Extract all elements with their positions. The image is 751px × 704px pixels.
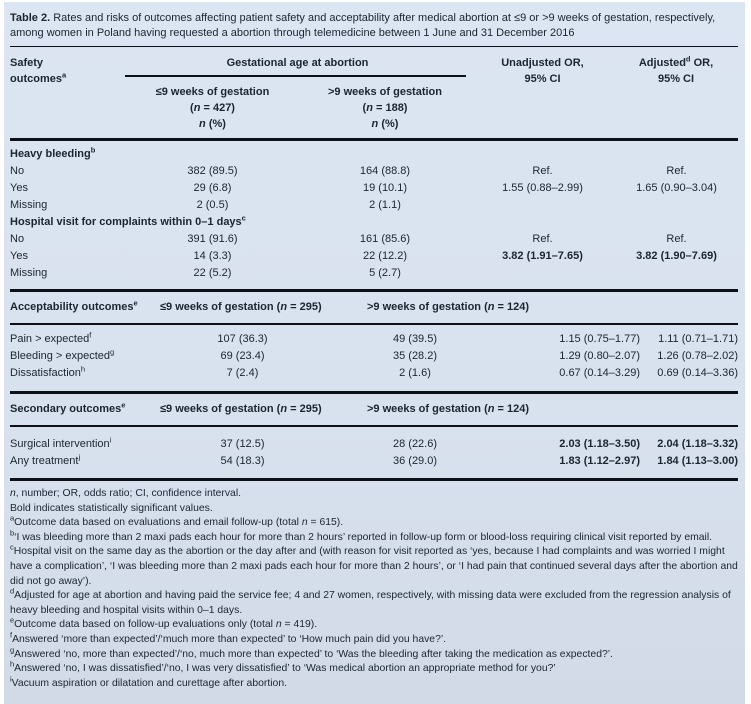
table-2-panel xyxy=(4,2,745,704)
header-gt9-line1: >9 weeks of gestation xyxy=(327,86,442,98)
secondary-outcomes-section xyxy=(10,427,738,478)
adjusted-or-value: 0.69 (0.14–3.36) xyxy=(657,367,738,379)
gt9-value: 2 (1.1) xyxy=(369,199,401,211)
header-le9-line1: ≤9 weeks of gestation xyxy=(155,86,270,98)
acceptability-gt9-header: >9 weeks of gestation (n = 124) xyxy=(367,301,530,313)
unadjusted-or-value: 0.67 (0.14–3.29) xyxy=(559,367,640,379)
divider xyxy=(125,75,466,77)
unadjusted-or-value: 3.82 (1.91–7.65) xyxy=(502,250,583,262)
adjusted-or-value: Ref. xyxy=(666,233,687,245)
unadjusted-or-value: 1.15 (0.75–1.77) xyxy=(559,333,640,345)
row-label: Any treatment$^j$ xyxy=(10,452,81,467)
header-gt9-n: (n = 188) xyxy=(362,102,408,114)
header-gt9-npct: n (%) xyxy=(371,118,399,130)
row-label: Pain > expected$^f$ xyxy=(10,330,92,345)
adjusted-or-value: 1.11 (0.71–1.71) xyxy=(658,333,738,345)
adjusted-or-value: 1.84 (1.13–3.00) xyxy=(657,455,738,467)
table-row xyxy=(10,231,738,248)
row-label: Dissatisfaction$^h$ xyxy=(10,364,86,379)
section-header-secondary xyxy=(10,394,738,425)
unadjusted-or-value: 1.55 (0.88–2.99) xyxy=(502,182,583,194)
adjusted-or-value: 1.26 (0.78–2.02) xyxy=(657,350,738,362)
le9-value: 29 (6.8) xyxy=(193,182,232,194)
footnote: $^i$Vacuum aspiration or dilatation and curettage after abortion. xyxy=(10,674,287,689)
row-group-heading: Hospital visit for complaints within 0–1 days$^c$ xyxy=(10,213,246,228)
gt9-value: 22 (12.2) xyxy=(362,250,408,262)
footnotes xyxy=(10,481,738,691)
footnote: $^e$Outcome data based on follow-up evaluations only (total n = 419). xyxy=(10,615,318,631)
row-label: Missing xyxy=(10,267,48,279)
footnote: $^g$Answered ‘no, more than expected’/‘no, much more than expected’ to ‘Was the bleeding after taking the medication as expected?’. xyxy=(10,645,613,660)
gt9-value: 49 (39.5) xyxy=(392,333,438,345)
row-label: Bleeding > expected$^g$ xyxy=(10,347,115,362)
header-adjusted-or-line2: 95% CI xyxy=(657,73,695,85)
row-label: Yes xyxy=(10,250,28,262)
le9-value: 14 (3.3) xyxy=(193,250,232,262)
header-le9-n: (n = 427) xyxy=(190,102,235,114)
unadjusted-or-value: 2.03 (1.18–3.50) xyxy=(559,438,640,450)
table-row xyxy=(10,365,738,382)
row-label: Surgical intervention$^i$ xyxy=(10,435,112,450)
header-gestational-age-group xyxy=(125,55,470,132)
footnote: n, number; OR, odds ratio; CI, confidence interval. xyxy=(10,488,242,499)
table-row xyxy=(10,197,738,214)
header-unadjusted-or-line1: Unadjusted OR, xyxy=(501,57,584,69)
secondary-gt9-header: >9 weeks of gestation (n = 124) xyxy=(367,403,530,415)
le9-value: 22 (5.2) xyxy=(193,267,232,279)
table-header xyxy=(10,47,738,132)
le9-value: 382 (89.5) xyxy=(187,165,238,177)
row-label: No xyxy=(10,233,25,245)
header-adjusted-or-line1: Adjusted$^d$ OR, xyxy=(638,54,714,69)
header-le9-npct: n (%) xyxy=(199,118,226,130)
table-row xyxy=(10,331,738,348)
adjusted-or-value xyxy=(615,265,738,282)
gt9-value: 36 (29.0) xyxy=(392,455,438,467)
table-row xyxy=(10,180,738,197)
adjusted-or-value: 2.04 (1.18–3.32) xyxy=(657,438,738,450)
table-row xyxy=(10,265,738,282)
unadjusted-or-value: Ref. xyxy=(532,165,553,177)
header-le9-weeks xyxy=(125,84,300,132)
footnote: $^h$Answered ‘no, I was dissatisfied’/‘no, I was very dissatisfied’ to ‘Was medical abortion an appropriate method for you?’ xyxy=(10,659,556,675)
section-header-acceptability xyxy=(10,292,738,323)
le9-value: 2 (0.5) xyxy=(196,199,229,211)
le9-value: 391 (91.6) xyxy=(187,233,238,245)
acceptability-label: Acceptability outcomes$^e$ xyxy=(10,298,138,313)
header-gestational-age-label: Gestational age at abortion xyxy=(226,57,369,69)
acceptability-outcomes-section xyxy=(10,325,738,391)
header-gt9-weeks xyxy=(300,84,470,132)
le9-value: 54 (18.3) xyxy=(220,455,265,467)
adjusted-or-value: 1.65 (0.90–3.04) xyxy=(636,182,717,194)
le9-value: 37 (12.5) xyxy=(220,438,265,450)
secondary-label: Secondary outcomes$^e$ xyxy=(10,400,126,415)
footnote: $^d$Adjusted for age at abortion and having paid the service fee; 4 and 27 women, respectively, with missing data were excluded from the regression analysis of heavy bleeding and hospital visits within 0–1 days. xyxy=(10,586,731,616)
unadjusted-or-value xyxy=(470,265,615,282)
gt9-value: 164 (88.8) xyxy=(359,165,411,177)
row-label: Yes xyxy=(10,182,28,194)
gt9-value: 5 (2.7) xyxy=(369,267,401,279)
header-adjusted-or xyxy=(615,55,737,132)
safety-outcomes-section xyxy=(10,141,738,289)
gt9-value: 19 (10.1) xyxy=(362,182,408,194)
gt9-value: 35 (28.2) xyxy=(392,350,438,362)
secondary-le9-header: ≤9 weeks of gestation (n = 295) xyxy=(160,403,322,415)
header-unadjusted-or-line2: 95% CI xyxy=(524,73,561,85)
row-group-heading: Heavy bleeding$^b$ xyxy=(10,145,96,160)
le9-value: 69 (23.4) xyxy=(220,350,265,362)
row-label: Missing xyxy=(10,199,48,211)
table-row xyxy=(10,348,738,365)
header-safety-outcomes: Safety outcomes$^a$ xyxy=(10,57,67,85)
table-row xyxy=(10,436,738,453)
adjusted-or-value: 3.82 (1.90–7.69) xyxy=(636,250,717,262)
gt9-value: 2 (1.6) xyxy=(399,367,431,379)
adjusted-or-value xyxy=(615,197,738,214)
adjusted-or-value: Ref. xyxy=(666,165,687,177)
footnote: $^b$‘I was bleeding more than 2 maxi pads each hour for more than 2 hours’ reported in follow-up form or blood-loss requiring clinical visit reported by email. xyxy=(10,528,713,543)
unadjusted-or-value xyxy=(470,197,615,214)
table-caption: Table 2. Rates and risks of outcomes affecting patient safety and acceptability after medical abortion at ≤9 or >9 weeks of gestation, respectively, among women in Poland having requested a abortion through telemedicine between 1 June and 31 December 2016 xyxy=(10,12,716,39)
table-row xyxy=(10,163,738,180)
acceptability-le9-header: ≤9 weeks of gestation (n = 295) xyxy=(160,301,322,313)
le9-value: 7 (2.4) xyxy=(226,367,259,379)
row-label: No xyxy=(10,165,25,177)
gt9-value: 28 (22.6) xyxy=(392,438,438,450)
footnote: Bold indicates statistically significant values. xyxy=(10,502,213,514)
table-row xyxy=(10,453,738,470)
le9-value: 107 (36.3) xyxy=(217,333,268,345)
header-unadjusted-or xyxy=(470,55,615,132)
table-row xyxy=(10,248,738,265)
unadjusted-or-value: 1.29 (0.80–2.07) xyxy=(559,350,640,362)
footnote: $^a$Outcome data based on evaluations and email follow-up (total n = 615). xyxy=(10,513,344,529)
unadjusted-or-value: Ref. xyxy=(532,233,553,245)
unadjusted-or-value: 1.83 (1.12–2.97) xyxy=(559,455,640,467)
footnote: $^c$Hospital visit on the same day as the abortion or the day after and (with reason for visit reported as ‘yes, because I had complaints and was worried I might have a complication’, ‘I was bleeding more than 2 maxi pads each hour for more than 2 hours’, or ‘I had pain that continued several days after the abortion and did not go away’). xyxy=(10,542,738,587)
footnote: $^f$Answered ‘more than expected’/‘much more than expected’ to ‘How much pain did you have?’. xyxy=(10,630,447,645)
gt9-value: 161 (85.6) xyxy=(359,233,411,245)
